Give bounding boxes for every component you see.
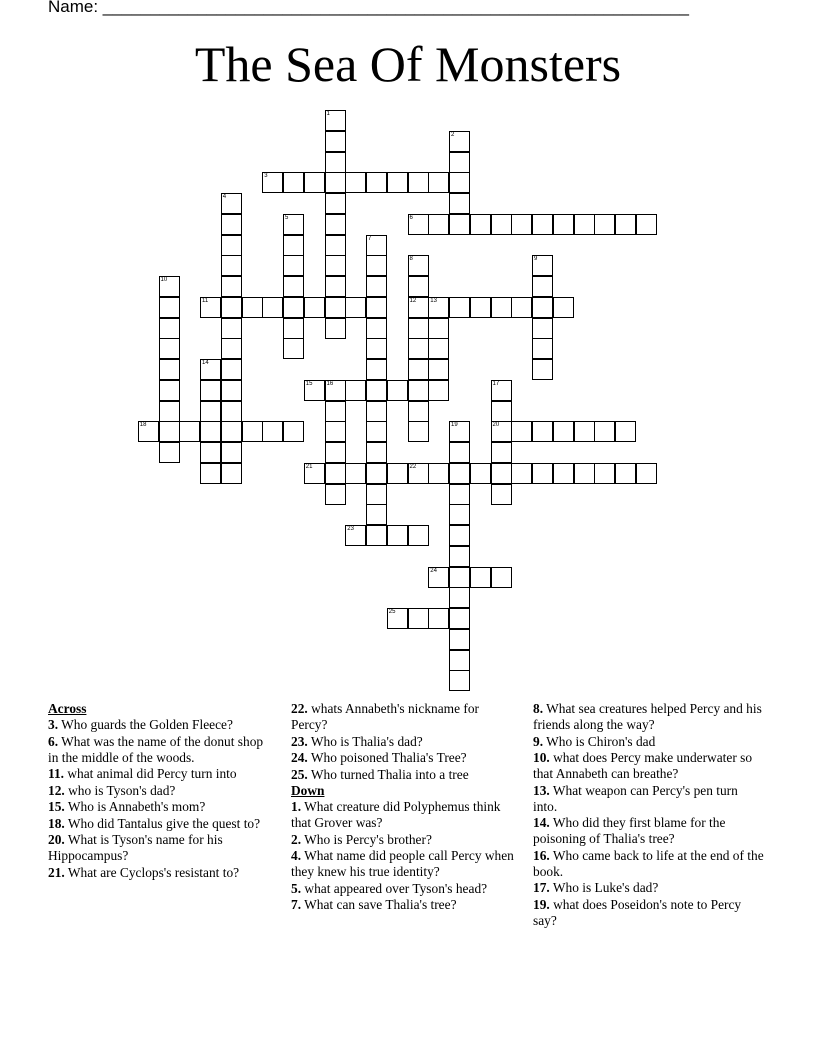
crossword-cell[interactable] xyxy=(553,463,574,484)
crossword-cell[interactable] xyxy=(491,463,512,484)
crossword-cell[interactable] xyxy=(325,484,346,505)
clue-item xyxy=(533,848,765,880)
crossword-cell[interactable] xyxy=(428,214,449,235)
crossword-cell[interactable] xyxy=(470,297,491,318)
clue-item xyxy=(48,734,273,766)
crossword-cell[interactable] xyxy=(325,297,346,318)
crossword-cell[interactable] xyxy=(200,380,221,401)
clue-item-number: 8. xyxy=(533,701,544,716)
crossword-cell[interactable] xyxy=(283,421,304,442)
crossword-cell[interactable] xyxy=(283,318,304,339)
clue-item-text: Who turned Thalia into a tree xyxy=(310,766,469,782)
crossword-cell[interactable] xyxy=(345,172,366,193)
clue-item-number: 23. xyxy=(291,733,308,749)
crossword-cell[interactable] xyxy=(491,484,512,505)
clue-item xyxy=(533,734,765,750)
clue-number: 23 xyxy=(347,526,354,532)
crossword-cell[interactable] xyxy=(221,421,242,442)
clue-item-number: 5. xyxy=(291,880,302,896)
down-heading: Down xyxy=(291,783,325,798)
crossword-cell[interactable] xyxy=(428,567,449,588)
crossword-cell[interactable] xyxy=(159,276,180,297)
crossword-cell[interactable] xyxy=(594,463,615,484)
crossword-cell[interactable] xyxy=(511,463,532,484)
crossword-cell[interactable] xyxy=(325,255,346,276)
crossword-cell[interactable] xyxy=(366,484,387,505)
crossword-cell[interactable] xyxy=(200,442,221,463)
crossword-cell[interactable] xyxy=(449,504,470,525)
crossword-cell[interactable] xyxy=(283,255,304,276)
crossword-cell[interactable] xyxy=(242,297,263,318)
clues-column-1 xyxy=(48,701,273,881)
crossword-cell[interactable] xyxy=(283,338,304,359)
crossword-cell[interactable] xyxy=(408,318,429,339)
crossword-cell[interactable] xyxy=(449,650,470,671)
crossword-cell[interactable] xyxy=(553,214,574,235)
crossword-cell[interactable] xyxy=(283,235,304,256)
crossword-cell[interactable] xyxy=(221,401,242,422)
clue-item-number: 13. xyxy=(533,782,550,798)
crossword-cell[interactable] xyxy=(283,276,304,297)
clue-item-text: What was the name of the donut shop in the middle of the woods. xyxy=(48,733,264,765)
crossword-cell[interactable] xyxy=(408,255,429,276)
crossword-cell[interactable] xyxy=(283,297,304,318)
crossword-cell[interactable] xyxy=(574,214,595,235)
crossword-cell[interactable] xyxy=(449,442,470,463)
crossword-cell[interactable] xyxy=(532,318,553,339)
clue-item xyxy=(533,701,765,733)
crossword-cell[interactable] xyxy=(325,421,346,442)
clue-number: 6 xyxy=(409,214,413,221)
crossword-cell[interactable] xyxy=(366,235,387,256)
clue-item xyxy=(291,701,516,733)
crossword-cell[interactable] xyxy=(366,525,387,546)
crossword-cell[interactable] xyxy=(262,172,283,193)
clue-item-text: Who did they first blame for the poisoning of Thalia's tree? xyxy=(533,815,726,846)
crossword-cell[interactable] xyxy=(325,401,346,422)
clue-item-text: whats Annabeth's nickname for Percy? xyxy=(291,701,480,732)
crossword-cell[interactable] xyxy=(553,297,574,318)
clue-item-number: 19. xyxy=(533,896,550,912)
crossword-cell[interactable] xyxy=(283,214,304,235)
clue-number: 24 xyxy=(430,567,437,574)
crossword-cell[interactable] xyxy=(366,276,387,297)
clue-item xyxy=(48,783,273,799)
crossword-cell[interactable] xyxy=(408,401,429,422)
crossword-cell[interactable] xyxy=(387,172,408,193)
clue-item xyxy=(533,815,765,847)
crossword-cell[interactable] xyxy=(387,608,408,629)
clue-item-text: Who is Thalia's dad? xyxy=(310,733,423,749)
crossword-cell[interactable] xyxy=(366,421,387,442)
crossword-cell[interactable] xyxy=(449,463,470,484)
clue-item-text: Who did Tantalus give the quest to? xyxy=(67,815,261,831)
crossword-cell[interactable] xyxy=(304,172,325,193)
crossword-cell[interactable] xyxy=(366,401,387,422)
clue-item-text: What is Tyson's name for his Hippocampus? xyxy=(48,832,223,863)
crossword-cell[interactable] xyxy=(221,235,242,256)
clue-number: 10 xyxy=(160,277,168,283)
crossword-cell[interactable] xyxy=(221,338,242,359)
crossword-cell[interactable] xyxy=(553,421,574,442)
crossword-cell[interactable] xyxy=(615,421,636,442)
clue-item-text: what animal did Percy turn into xyxy=(67,766,237,781)
clue-number: 20 xyxy=(492,422,500,429)
clue-item xyxy=(291,881,516,897)
clue-item-number: 17. xyxy=(533,880,550,895)
crossword-cell[interactable] xyxy=(159,297,180,318)
crossword-cell[interactable] xyxy=(449,525,470,546)
crossword-cell[interactable] xyxy=(532,338,553,359)
crossword-cell[interactable] xyxy=(366,442,387,463)
clue-item-text: What can save Thalia's tree? xyxy=(304,897,457,912)
clue-number: 2 xyxy=(451,131,455,138)
crossword-cell[interactable] xyxy=(532,255,553,276)
clue-item-number: 21. xyxy=(48,864,65,880)
clue-number: 13 xyxy=(430,297,437,304)
clue-item-text: Who guards the Golden Fleece? xyxy=(61,717,233,732)
clue-item-text: What name did people call Percy when they knew his true identity? xyxy=(291,848,514,879)
clue-item-text: Who is Luke's dad? xyxy=(552,880,659,895)
crossword-cell[interactable] xyxy=(325,193,346,214)
crossword-cell[interactable] xyxy=(449,214,470,235)
crossword-cell[interactable] xyxy=(594,421,615,442)
crossword-cell[interactable] xyxy=(262,421,283,442)
crossword-cell[interactable] xyxy=(304,297,325,318)
clue-item xyxy=(291,734,516,750)
crossword-cell[interactable] xyxy=(159,338,180,359)
crossword-cell[interactable] xyxy=(408,214,429,235)
crossword-cell[interactable] xyxy=(449,546,470,567)
clue-item-text: who is Tyson's dad? xyxy=(68,782,176,798)
clue-item xyxy=(533,783,765,815)
crossword-cell[interactable] xyxy=(221,297,242,318)
crossword-cell[interactable] xyxy=(408,421,429,442)
crossword-cell[interactable] xyxy=(408,525,429,546)
clue-item-text: what does Poseidon's note to Percy say? xyxy=(533,896,742,928)
clue-number: 18 xyxy=(139,422,147,429)
crossword-cell[interactable] xyxy=(200,359,221,380)
crossword-cell[interactable] xyxy=(408,338,429,359)
clue-item-text: what appeared over Tyson's head? xyxy=(304,880,488,896)
crossword-cell[interactable] xyxy=(387,463,408,484)
crossword-cell[interactable] xyxy=(325,172,346,193)
crossword-cell[interactable] xyxy=(221,276,242,297)
crossword-cell[interactable] xyxy=(449,297,470,318)
crossword-cell[interactable] xyxy=(511,214,532,235)
crossword-cell[interactable] xyxy=(470,463,491,484)
crossword-cell[interactable] xyxy=(366,297,387,318)
crossword-cell[interactable] xyxy=(221,193,242,214)
crossword-cell[interactable] xyxy=(159,318,180,339)
crossword-cell[interactable] xyxy=(325,110,346,131)
clue-number: 5 xyxy=(285,214,289,221)
crossword-cell[interactable] xyxy=(366,380,387,401)
crossword-cell[interactable] xyxy=(408,276,429,297)
clue-item-text: what does Percy make underwater so that Annabeth can breathe? xyxy=(533,750,753,781)
clue-item-number: 16. xyxy=(533,847,550,863)
crossword-cell[interactable] xyxy=(262,297,283,318)
clue-item xyxy=(48,816,273,832)
clue-item xyxy=(291,799,516,831)
clue-item-number: 9. xyxy=(533,733,544,749)
crossword-cell[interactable] xyxy=(345,525,366,546)
crossword-cell[interactable] xyxy=(387,525,408,546)
clue-item xyxy=(291,767,516,783)
clue-item xyxy=(48,799,273,815)
crossword-cell[interactable] xyxy=(428,172,449,193)
crossword-cell[interactable] xyxy=(491,380,512,401)
crossword-cell[interactable] xyxy=(449,172,470,193)
crossword-cell[interactable] xyxy=(325,214,346,235)
crossword-cell[interactable] xyxy=(470,567,491,588)
crossword-cell[interactable] xyxy=(221,442,242,463)
crossword-cell[interactable] xyxy=(325,463,346,484)
crossword-cell[interactable] xyxy=(428,463,449,484)
clue-item-text: Who is Chiron's dad xyxy=(546,733,656,749)
clue-number: 14 xyxy=(202,360,209,366)
clue-item-number: 10. xyxy=(533,750,550,765)
crossword-cell[interactable] xyxy=(428,318,449,339)
crossword-cell[interactable] xyxy=(491,401,512,422)
crossword-cell[interactable] xyxy=(532,214,553,235)
page-title: The Sea Of Monsters xyxy=(194,36,622,92)
crossword-cell[interactable] xyxy=(159,380,180,401)
crossword-cell[interactable] xyxy=(470,214,491,235)
clue-number: 11 xyxy=(202,297,209,304)
crossword-cell[interactable] xyxy=(408,172,429,193)
clue-item xyxy=(533,750,765,782)
clue-item-number: 25. xyxy=(291,766,308,782)
clue-item-number: 6. xyxy=(48,733,59,749)
clue-number: 16 xyxy=(326,380,334,387)
crossword-cell[interactable] xyxy=(366,463,387,484)
crossword-cell[interactable] xyxy=(408,608,429,629)
crossword-cell[interactable] xyxy=(449,152,470,173)
crossword-cell[interactable] xyxy=(366,255,387,276)
crossword-cell[interactable] xyxy=(200,421,221,442)
crossword-cell[interactable] xyxy=(449,670,470,691)
clue-item-text: Who is Percy's brother? xyxy=(304,831,432,847)
crossword-cell[interactable] xyxy=(221,214,242,235)
clue-number: 22 xyxy=(409,463,417,470)
clue-item xyxy=(48,865,273,881)
clue-item xyxy=(48,832,273,864)
clue-number: 15 xyxy=(305,380,313,387)
crossword-cell[interactable] xyxy=(345,297,366,318)
crossword-cell[interactable] xyxy=(366,359,387,380)
clue-item xyxy=(533,880,765,896)
clue-item xyxy=(533,897,765,929)
crossword-cell[interactable] xyxy=(325,131,346,152)
clue-number: 25 xyxy=(388,609,396,615)
crossword-cell[interactable] xyxy=(449,567,470,588)
crossword-cell[interactable] xyxy=(449,193,470,214)
clue-item-number: 18. xyxy=(48,815,65,831)
crossword-cell[interactable] xyxy=(491,567,512,588)
clue-item-number: 22. xyxy=(291,701,308,716)
across-heading: Across xyxy=(48,701,87,716)
crossword-cell[interactable] xyxy=(428,380,449,401)
clue-item-number: 20. xyxy=(48,832,65,847)
clue-item-text: What are Cyclops's resistant to? xyxy=(67,864,240,880)
crossword-cell[interactable] xyxy=(574,463,595,484)
crossword-cell[interactable] xyxy=(366,172,387,193)
clue-item-number: 15. xyxy=(48,799,65,814)
clue-item-number: 24. xyxy=(291,750,308,765)
crossword-cell[interactable] xyxy=(428,338,449,359)
crossword-cell[interactable] xyxy=(159,401,180,422)
crossword-cell[interactable] xyxy=(345,380,366,401)
crossword-cell[interactable] xyxy=(325,380,346,401)
clue-item-number: 1. xyxy=(291,799,302,814)
crossword-cell[interactable] xyxy=(511,297,532,318)
crossword-cell[interactable] xyxy=(532,276,553,297)
crossword-cell[interactable] xyxy=(615,214,636,235)
crossword-cell[interactable] xyxy=(574,421,595,442)
crossword-cell[interactable] xyxy=(408,380,429,401)
crossword-cell[interactable] xyxy=(491,214,512,235)
clue-item xyxy=(291,750,516,766)
crossword-cell[interactable] xyxy=(449,131,470,152)
crossword-cell[interactable] xyxy=(491,421,512,442)
crossword-cell[interactable] xyxy=(532,421,553,442)
crossword-cell[interactable] xyxy=(366,338,387,359)
crossword-cell[interactable] xyxy=(408,463,429,484)
clue-item-number: 11. xyxy=(48,766,64,781)
crossword-cell[interactable] xyxy=(449,629,470,650)
crossword-cell[interactable] xyxy=(615,463,636,484)
clue-item xyxy=(291,832,516,848)
crossword-cell[interactable] xyxy=(221,380,242,401)
clue-number: 8 xyxy=(409,256,413,263)
clue-item xyxy=(291,897,516,913)
clue-item xyxy=(291,848,516,880)
crossword-cell[interactable] xyxy=(532,297,553,318)
crossword-cell[interactable] xyxy=(428,297,449,318)
clue-item-text: What weapon can Percy's pen turn into. xyxy=(533,782,738,814)
crossword-cell[interactable] xyxy=(491,442,512,463)
clue-number: 7 xyxy=(368,235,372,242)
crossword-cell[interactable] xyxy=(532,463,553,484)
crossword-cell[interactable] xyxy=(408,297,429,318)
clue-number: 3 xyxy=(264,173,268,180)
crossword-cell[interactable] xyxy=(325,276,346,297)
crossword-cell[interactable] xyxy=(159,359,180,380)
crossword-cell[interactable] xyxy=(491,297,512,318)
clue-item-text: What sea creatures helped Percy and his friends along the way? xyxy=(533,701,762,732)
clue-number: 9 xyxy=(534,256,538,263)
clue-item-number: 12. xyxy=(48,782,65,798)
clue-number: 19 xyxy=(451,422,458,429)
crossword-cell[interactable] xyxy=(283,172,304,193)
name-field: Name: ______________________________________________________________ xyxy=(48,0,689,16)
crossword-cell[interactable] xyxy=(345,463,366,484)
crossword-cell[interactable] xyxy=(511,421,532,442)
crossword-cell[interactable] xyxy=(449,608,470,629)
crossword-cell[interactable] xyxy=(532,359,553,380)
crossword-cell[interactable] xyxy=(242,421,263,442)
crossword-cell[interactable] xyxy=(428,359,449,380)
clues-column-2 xyxy=(291,701,516,914)
clue-item-number: 3. xyxy=(48,717,59,732)
clue-item-number: 4. xyxy=(291,848,302,863)
crossword-cell[interactable] xyxy=(449,484,470,505)
clue-item xyxy=(48,766,273,782)
clue-item-number: 2. xyxy=(291,831,302,847)
clue-number: 4 xyxy=(222,194,227,200)
crossword-cell[interactable] xyxy=(366,318,387,339)
crossword-cell[interactable] xyxy=(325,442,346,463)
crossword-cell[interactable] xyxy=(221,463,242,484)
crossword-cell[interactable] xyxy=(636,214,657,235)
crossword-cell[interactable] xyxy=(159,421,180,442)
clue-item-text: Who is Annabeth's mom? xyxy=(67,799,206,814)
clue-item-number: 14. xyxy=(533,815,550,830)
clue-item-text: What creature did Polyphemus think that Grover was? xyxy=(291,799,501,830)
crossword-cell[interactable] xyxy=(408,359,429,380)
clue-item xyxy=(48,717,273,733)
crossword-cell[interactable] xyxy=(200,401,221,422)
crossword-cell[interactable] xyxy=(304,380,325,401)
crossword-cell[interactable] xyxy=(221,359,242,380)
crossword-cell[interactable] xyxy=(449,421,470,442)
crossword-cell[interactable] xyxy=(221,318,242,339)
crossword-cell[interactable] xyxy=(179,421,200,442)
crossword-cell[interactable] xyxy=(387,380,408,401)
crossword-cell[interactable] xyxy=(138,421,159,442)
crossword-cell[interactable] xyxy=(325,235,346,256)
crossword-cell[interactable] xyxy=(200,463,221,484)
crossword-cell[interactable] xyxy=(159,442,180,463)
clue-number: 1 xyxy=(326,111,330,117)
crossword-cell[interactable] xyxy=(200,297,221,318)
crossword-cell[interactable] xyxy=(221,255,242,276)
crossword-cell[interactable] xyxy=(304,463,325,484)
clue-number: 12 xyxy=(409,297,417,304)
crossword-cell[interactable] xyxy=(428,608,449,629)
clues-column-3 xyxy=(533,701,765,929)
crossword-cell[interactable] xyxy=(636,463,657,484)
clue-number: 17 xyxy=(492,380,500,387)
crossword-cell[interactable] xyxy=(449,587,470,608)
clue-item-number: 7. xyxy=(291,897,302,912)
clue-item-text: Who came back to life at the end of the book. xyxy=(533,847,764,879)
clue-item-text: Who poisoned Thalia's Tree? xyxy=(310,750,467,765)
crossword-cell[interactable] xyxy=(366,504,387,525)
crossword-cell[interactable] xyxy=(594,214,615,235)
crossword-cell[interactable] xyxy=(325,318,346,339)
clue-number: 21 xyxy=(305,463,313,470)
crossword-cell[interactable] xyxy=(325,152,346,173)
